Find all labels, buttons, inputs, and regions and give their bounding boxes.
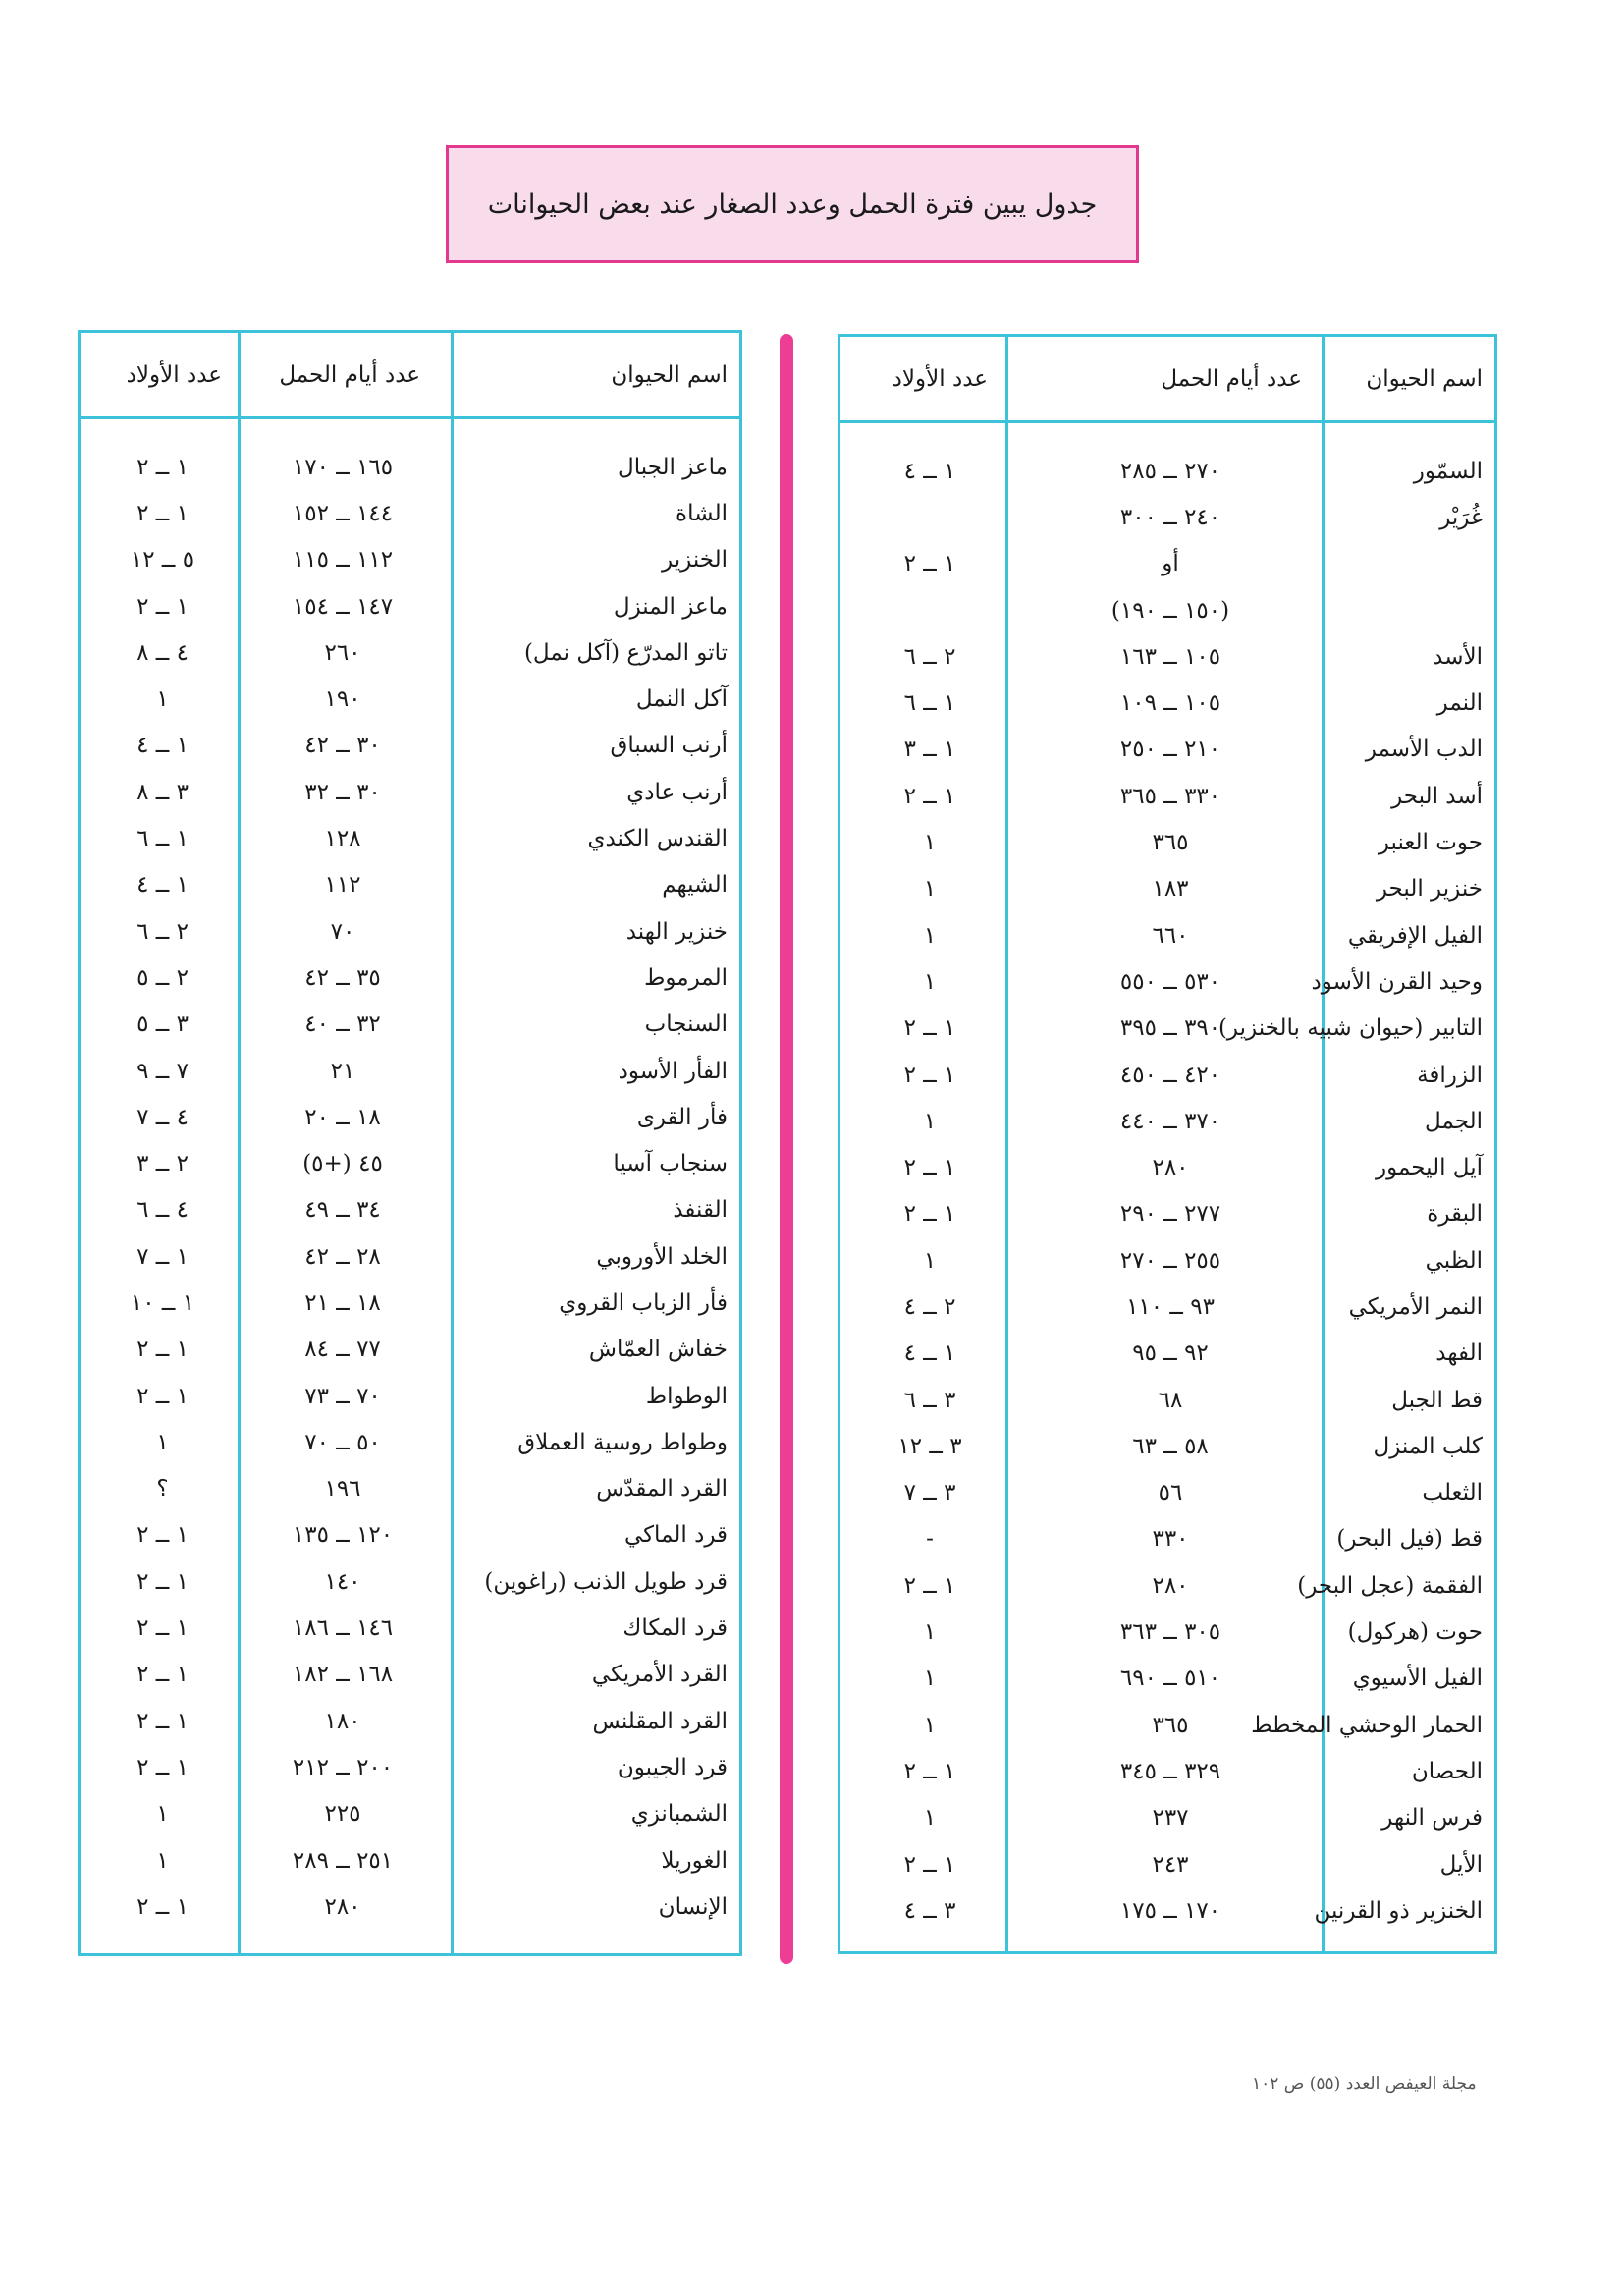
cell-young: ١ ــ ٤ <box>136 733 189 759</box>
cell-young: ٤ ــ ٦ <box>136 1197 189 1224</box>
cell-young: ١ ــ ٢ <box>903 1015 956 1042</box>
cell-animal: خنزير الهند <box>625 918 728 945</box>
cell-young <box>856 494 1003 540</box>
cell-young: ٢ ــ ٦ <box>903 643 956 670</box>
cell-animal: الفيل الأسيوي <box>1352 1666 1483 1692</box>
cell-young: ٥ ــ ١٢ <box>130 547 195 574</box>
table-row <box>81 1002 739 1048</box>
cell-days: ٦٨ <box>1158 1387 1183 1413</box>
cell-days: ١٢٨ <box>324 826 361 852</box>
cell-animal: الخنزير <box>662 547 728 574</box>
cell-days: ٢٨٠ <box>324 1893 361 1920</box>
cell-animal: ماعز الجبال <box>618 454 728 480</box>
cell-days: ٢٨٠ <box>1152 1572 1189 1599</box>
table-row <box>81 490 739 536</box>
cell-animal: الأيل <box>1439 1851 1483 1878</box>
cell-animal: الشيهم <box>662 872 728 899</box>
cell-days: أو <box>1162 551 1179 577</box>
cell-days: ٣٢ ــ ٤٠ <box>304 1011 381 1038</box>
cell-young: ١ ــ ٢ <box>136 1754 189 1780</box>
cell-days: ٢٣٧ <box>1152 1805 1189 1831</box>
cell-animal: القرد المقلنس <box>592 1708 728 1734</box>
cell-days: ١٨٠ <box>324 1708 361 1734</box>
table-row <box>81 1094 739 1140</box>
table-row <box>840 1470 1494 1516</box>
cell-young: ٣ ــ ٨ <box>136 779 189 805</box>
table-row <box>840 1656 1494 1702</box>
cell-animal: الشمبانزي <box>630 1801 728 1828</box>
cell-animal: الزرافة <box>1417 1062 1483 1088</box>
cell-days: ١٤٠ <box>324 1568 361 1595</box>
cell-animal: حوت (هركول) <box>1347 1619 1483 1646</box>
cell-days: ٧٧ ــ ٨٤ <box>304 1337 381 1363</box>
cell-days: ٣٦٥ <box>1152 830 1189 856</box>
cell-days: ٥٨ ــ ٦٣ <box>1132 1433 1209 1459</box>
cell-days: ٣٤ ــ ٤٩ <box>304 1197 381 1224</box>
table-row <box>81 583 739 629</box>
cell-young: ٢ ــ ٤ <box>903 1293 956 1320</box>
table-row <box>81 723 739 769</box>
cell-animal: القندس الكندي <box>587 826 728 852</box>
cell-animal: الخنزير ذو القرنين <box>1314 1897 1483 1924</box>
cell-days: ٢٨ ــ ٤٢ <box>304 1243 381 1270</box>
cell-days: ١١٢ <box>324 872 361 899</box>
cell-days: ١٦٥ ــ ١٧٠ <box>292 454 394 480</box>
cell-young: ١ ــ ٢ <box>136 1708 189 1734</box>
table-row <box>81 1744 739 1790</box>
cell-days: ٤٥ (+٥) <box>302 1151 383 1177</box>
cell-days: ٣٧٠ ــ ٤٤٠ <box>1119 1108 1221 1134</box>
cell-young: ٣ ــ ٧ <box>903 1480 956 1506</box>
cell-animal: الحصان <box>1411 1758 1483 1784</box>
cell-animal: فأر القرى <box>636 1104 728 1130</box>
rows-right <box>840 448 1494 1935</box>
cell-days: ١٠٥ ــ ١٦٣ <box>1119 643 1221 670</box>
table-row <box>81 1837 739 1884</box>
table-row <box>840 1098 1494 1144</box>
cell-animal: النمر <box>1436 690 1483 717</box>
table-row <box>840 1377 1494 1423</box>
cell-animal: الغوريلا <box>661 1847 728 1874</box>
cell-young: ١ <box>156 1801 169 1828</box>
cell-days: ٧٠ <box>330 918 355 945</box>
cell-animal: الفأر الأسود <box>618 1058 728 1084</box>
table-row <box>840 448 1494 494</box>
cell-young: ١ ــ ٢ <box>136 1522 189 1549</box>
table-row <box>840 1609 1494 1655</box>
cell-young: ؟ <box>156 1476 169 1503</box>
cell-young: ١ ــ ٢ <box>136 454 189 480</box>
cell-days: ٢٥٥ ــ ٢٧٠ <box>1119 1247 1221 1274</box>
cell-days: ٢٧٠ ــ ٢٨٥ <box>1119 458 1221 484</box>
cell-days: ٢٧٧ ــ ٢٩٠ <box>1119 1201 1221 1228</box>
table-row <box>81 537 739 583</box>
table-row <box>81 862 739 908</box>
cell-animal: الجمل <box>1425 1108 1483 1134</box>
cell-young: ١ ــ ٦ <box>903 690 956 717</box>
cell-young: ١ ــ ٣ <box>903 737 956 763</box>
cell-young: ١ <box>923 968 937 995</box>
table-row <box>81 1791 739 1837</box>
table-row <box>81 1558 739 1605</box>
table-row <box>81 1605 739 1651</box>
table-row <box>840 1702 1494 1748</box>
cell-young: ١ ــ ٢ <box>136 1568 189 1595</box>
cell-animal: السمّور <box>1413 458 1483 484</box>
cell-days: ٢٢٥ <box>324 1801 361 1828</box>
table-row <box>840 773 1494 819</box>
title-box <box>446 145 1139 263</box>
cell-animal: غُرَيْر <box>1439 504 1483 530</box>
cell-young: ١ <box>923 1712 937 1738</box>
table-row <box>81 1466 739 1512</box>
cell-days: ٢٥١ ــ ٢٨٩ <box>292 1847 394 1874</box>
table-row <box>840 633 1494 680</box>
table-row <box>840 1052 1494 1098</box>
header-animal: اسم الحيوان <box>1366 365 1483 392</box>
cell-animal: حوت العنبر <box>1378 830 1483 856</box>
cell-young: ١ ــ ٢ <box>903 783 956 809</box>
cell-days: ١٤٦ ــ ١٨٦ <box>292 1615 394 1642</box>
cell-days: ٣٩٠ ــ ٣٩٥ <box>1119 1015 1221 1042</box>
header-line <box>81 416 739 419</box>
cell-young: ١ <box>923 876 937 902</box>
cell-animal: أرنب عادي <box>626 779 728 805</box>
cell-animal: الشاة <box>676 500 728 526</box>
rows-left <box>81 444 739 1931</box>
header-young: عدد الأولاد <box>892 365 988 392</box>
cell-days: ١٤٧ ــ ١٥٤ <box>292 593 394 620</box>
cell-animal: القرد الأمريكي <box>591 1662 728 1688</box>
cell-days: ١٨ ــ ٢١ <box>304 1289 381 1316</box>
cell-days: ٥١٠ ــ ٦٩٠ <box>1119 1666 1221 1692</box>
header-days: عدد أيام الحمل <box>1161 365 1302 392</box>
table-row <box>81 1280 739 1326</box>
cell-young: ٣ ــ ٦ <box>903 1387 956 1413</box>
cell-days: ٣٥ ــ ٤٢ <box>304 964 381 991</box>
table-row <box>840 1284 1494 1330</box>
cell-young: ١ ــ ٢ <box>903 1851 956 1878</box>
table-row <box>840 587 1494 633</box>
cell-young: ٣ ــ ٤ <box>903 1897 956 1924</box>
cell-days: ٢٤٣ <box>1152 1851 1189 1878</box>
cell-young: ٤ ــ ٧ <box>136 1104 189 1130</box>
table-row <box>840 1144 1494 1190</box>
table-row <box>81 1233 739 1280</box>
table-row <box>81 955 739 1001</box>
cell-young: ١ ــ ٢ <box>136 593 189 620</box>
cell-young: ٤ ــ ٨ <box>136 639 189 666</box>
cell-animal: آيل اليحمور <box>1376 1155 1483 1181</box>
cell-young: ٣ ــ ١٢ <box>897 1433 962 1459</box>
cell-animal: فأر الزباب القروي <box>559 1289 728 1316</box>
cell-young: ١ ــ ٢ <box>903 1201 956 1228</box>
table-row <box>840 494 1494 540</box>
cell-days: ٢٠٠ ــ ٢١٢ <box>292 1754 394 1780</box>
table-row <box>81 1048 739 1094</box>
cell-days: ٢٤٠ ــ ٣٠٠ <box>1119 504 1221 530</box>
cell-young: ١ <box>923 1619 937 1646</box>
table-row <box>840 1841 1494 1887</box>
cell-days: ٥٦ <box>1158 1480 1183 1506</box>
table-row <box>81 1187 739 1233</box>
cell-animal: القنفذ <box>673 1197 728 1224</box>
table-row <box>81 1373 739 1419</box>
table-row <box>840 541 1494 587</box>
cell-young: ١ ــ ٢ <box>903 1758 956 1784</box>
cell-young: ١ ــ ٦ <box>136 826 189 852</box>
table-row <box>81 1419 739 1465</box>
cell-animal: الفهد <box>1435 1340 1483 1367</box>
cell-animal: قرد الجيبون <box>617 1754 728 1780</box>
cell-young: ١ ــ ٢ <box>136 1615 189 1642</box>
cell-animal: كلب المنزل <box>1373 1433 1483 1459</box>
cell-days: ٢٨٠ <box>1152 1155 1189 1181</box>
cell-days: ١١٢ ــ ١١٥ <box>292 547 394 574</box>
cell-young: ١ ــ ٢ <box>136 500 189 526</box>
table-row <box>840 680 1494 726</box>
cell-animal: القرد المقدّس <box>596 1476 728 1503</box>
cell-animal: أرنب السباق <box>610 733 728 759</box>
cell-young: ٧ ــ ٩ <box>136 1058 189 1084</box>
table-row <box>81 769 739 815</box>
cell-days: ٥٠ ــ ٧٠ <box>304 1429 381 1455</box>
cell-days: ٢١ <box>330 1058 355 1084</box>
cell-animal: الإنسان <box>658 1893 728 1920</box>
cell-animal: الظبي <box>1425 1247 1483 1274</box>
cell-animal: الدب الأسمر <box>1365 737 1483 763</box>
cell-young: ٢ ــ ٣ <box>136 1151 189 1177</box>
table-row <box>840 1237 1494 1284</box>
cell-days: ٩٢ ــ ٩٥ <box>1132 1340 1209 1367</box>
cell-animal: فرس النهر <box>1381 1805 1483 1831</box>
table-row <box>81 1512 739 1558</box>
header-days: عدد أيام الحمل <box>279 361 420 388</box>
table-row <box>840 1748 1494 1794</box>
table-row <box>81 1652 739 1698</box>
cell-animal: خنزير البحر <box>1376 876 1483 902</box>
cell-days: ٤٢٠ ــ ٤٥٠ <box>1119 1062 1221 1088</box>
cell-animal: الحمار الوحشي المخطط <box>1251 1712 1483 1738</box>
cell-young: ٣ ــ ٥ <box>136 1011 189 1038</box>
table-row <box>840 1331 1494 1377</box>
cell-young: ١ ــ ٢ <box>136 1337 189 1363</box>
source-footer: مجلة العيفص العدد (٥٥) ص ١٠٢ <box>1252 2074 1477 2094</box>
table-row <box>840 1191 1494 1237</box>
cell-days: (١٥٠ ــ ١٩٠) <box>1110 597 1230 624</box>
cell-animal: الوطواط <box>645 1383 728 1409</box>
cell-days: ٣٠٥ ــ ٣٦٣ <box>1119 1619 1221 1646</box>
cell-young: ١ <box>923 1805 937 1831</box>
cell-days: ١٧٠ ــ ١٧٥ <box>1119 1897 1221 1924</box>
cell-animal: الفيل الإفريقي <box>1347 922 1483 949</box>
right-table <box>838 334 1497 1954</box>
table-row <box>840 1516 1494 1562</box>
cell-days: ١٢٠ ــ ١٣٥ <box>292 1522 394 1549</box>
table-row <box>81 1884 739 1930</box>
cell-animal: وحيد القرن الأسود <box>1311 968 1483 995</box>
table-row <box>840 1887 1494 1934</box>
header-young: عدد الأولاد <box>126 361 222 388</box>
cell-animal: البقرة <box>1427 1201 1483 1228</box>
cell-young: ١ ــ ٢ <box>903 1155 956 1181</box>
cell-animal: قرد الماكي <box>623 1522 728 1549</box>
cell-young: ١ ــ ٤ <box>903 1340 956 1367</box>
cell-young: ١ ــ ٤ <box>136 872 189 899</box>
header-line <box>840 420 1494 423</box>
cell-days: ٢٦٠ <box>324 639 361 666</box>
table-row <box>81 815 739 861</box>
cell-young: ١ <box>156 1429 169 1455</box>
cell-days: ١٤٤ ــ ١٥٢ <box>292 500 394 526</box>
cell-young: - <box>926 1526 934 1553</box>
table-row <box>81 1698 739 1744</box>
cell-days: ١٩٠ <box>324 686 361 713</box>
cell-young: ١ <box>923 1247 937 1274</box>
cell-young: ١ ــ ٢ <box>136 1893 189 1920</box>
cell-young: ١ <box>156 1847 169 1874</box>
cell-animal: تاتو المدرّع (آكل نمل) <box>523 639 728 666</box>
table-row <box>840 1006 1494 1052</box>
cell-days: ٣٠ ــ ٣٢ <box>304 779 381 805</box>
cell-young <box>856 587 1003 633</box>
cell-days: ١٩٦ <box>324 1476 361 1503</box>
cell-young: ١ ــ ٢ <box>903 1572 956 1599</box>
cell-days: ٩٣ ــ ١١٠ <box>1126 1293 1215 1320</box>
cell-animal: آكل النمل <box>635 686 728 713</box>
cell-animal: الخلد الأوروبي <box>596 1243 728 1270</box>
header-animal: اسم الحيوان <box>611 361 728 388</box>
cell-young: ١ <box>923 1666 937 1692</box>
cell-young: ١ ــ ٢ <box>903 551 956 577</box>
cell-days: ٣٠ ــ ٤٢ <box>304 733 381 759</box>
cell-days: ١٨٣ <box>1152 876 1189 902</box>
table-row <box>81 676 739 722</box>
cell-animal: الثعلب <box>1422 1480 1483 1506</box>
cell-young: ١ ــ ١٠ <box>130 1289 195 1316</box>
cell-animal: الفقمة (عجل البحر) <box>1297 1572 1483 1599</box>
table-row <box>81 1327 739 1373</box>
cell-young: ١ ــ ٢ <box>903 1062 956 1088</box>
cell-days: ٢١٠ ــ ٢٥٠ <box>1119 737 1221 763</box>
table-row <box>840 1423 1494 1469</box>
cell-young: ١ <box>923 1108 937 1134</box>
cell-young: ١ ــ ٤ <box>903 458 956 484</box>
table-row <box>840 958 1494 1005</box>
table-row <box>840 1795 1494 1841</box>
table-row <box>81 629 739 676</box>
cell-animal: أسد البحر <box>1391 783 1483 809</box>
cell-animal: وطواط روسية العملاق <box>517 1429 728 1455</box>
left-table <box>78 330 742 1956</box>
table-row <box>840 912 1494 958</box>
cell-animal: سنجاب آسيا <box>613 1151 728 1177</box>
cell-young: ٢ ــ ٦ <box>136 918 189 945</box>
table-row <box>840 1562 1494 1609</box>
cell-animal: التابير (حيوان شبيه بالخنزير) <box>1217 1015 1483 1042</box>
cell-animal: خفاش العمّاش <box>588 1337 728 1363</box>
cell-days: ٣٣٠ ــ ٣٦٥ <box>1119 783 1221 809</box>
cell-animal: قرد المكاك <box>622 1615 728 1642</box>
cell-days: ٣٣٠ <box>1152 1526 1189 1553</box>
cell-animal: قط الجبل <box>1391 1387 1483 1413</box>
cell-young: ١ ــ ٢ <box>136 1662 189 1688</box>
cell-days: ١٦٨ ــ ١٨٢ <box>292 1662 394 1688</box>
cell-days: ٦٦٠ <box>1152 922 1189 949</box>
cell-animal: النمر الأمريكي <box>1348 1293 1483 1320</box>
cell-animal: قرد طويل الذنب (راغوين) <box>484 1568 728 1595</box>
page-title: جدول يبين فترة الحمل وعدد الصغار عند بعض الحيوانات <box>487 189 1098 220</box>
table-row <box>81 908 739 955</box>
cell-young: ٢ ــ ٥ <box>136 964 189 991</box>
cell-days: ٣٢٩ ــ ٣٤٥ <box>1119 1758 1221 1784</box>
cell-days: ٥٣٠ ــ ٥٥٠ <box>1119 968 1221 995</box>
cell-days: ٣٦٥ <box>1152 1712 1189 1738</box>
table-row <box>840 866 1494 912</box>
cell-animal: ماعز المنزل <box>613 593 728 620</box>
table-row <box>81 1140 739 1186</box>
cell-young: ١ ــ ٧ <box>136 1243 189 1270</box>
cell-animal: السنجاب <box>644 1011 728 1038</box>
cell-young: ١ <box>923 830 937 856</box>
table-row <box>840 727 1494 773</box>
cell-young: ١ <box>923 922 937 949</box>
table-row <box>81 444 739 490</box>
cell-days: ١٠٥ ــ ١٠٩ <box>1119 690 1221 717</box>
cell-days: ٧٠ ــ ٧٣ <box>304 1383 381 1409</box>
cell-days: ١٨ ــ ٢٠ <box>304 1104 381 1130</box>
cell-animal: قط (فيل البحر) <box>1336 1526 1483 1553</box>
cell-young: ١ <box>156 686 169 713</box>
table-row <box>840 819 1494 865</box>
cell-animal: المرموط <box>644 964 728 991</box>
cell-young: ١ ــ ٢ <box>136 1383 189 1409</box>
center-divider <box>780 334 793 1964</box>
cell-animal: الأسد <box>1433 643 1483 670</box>
